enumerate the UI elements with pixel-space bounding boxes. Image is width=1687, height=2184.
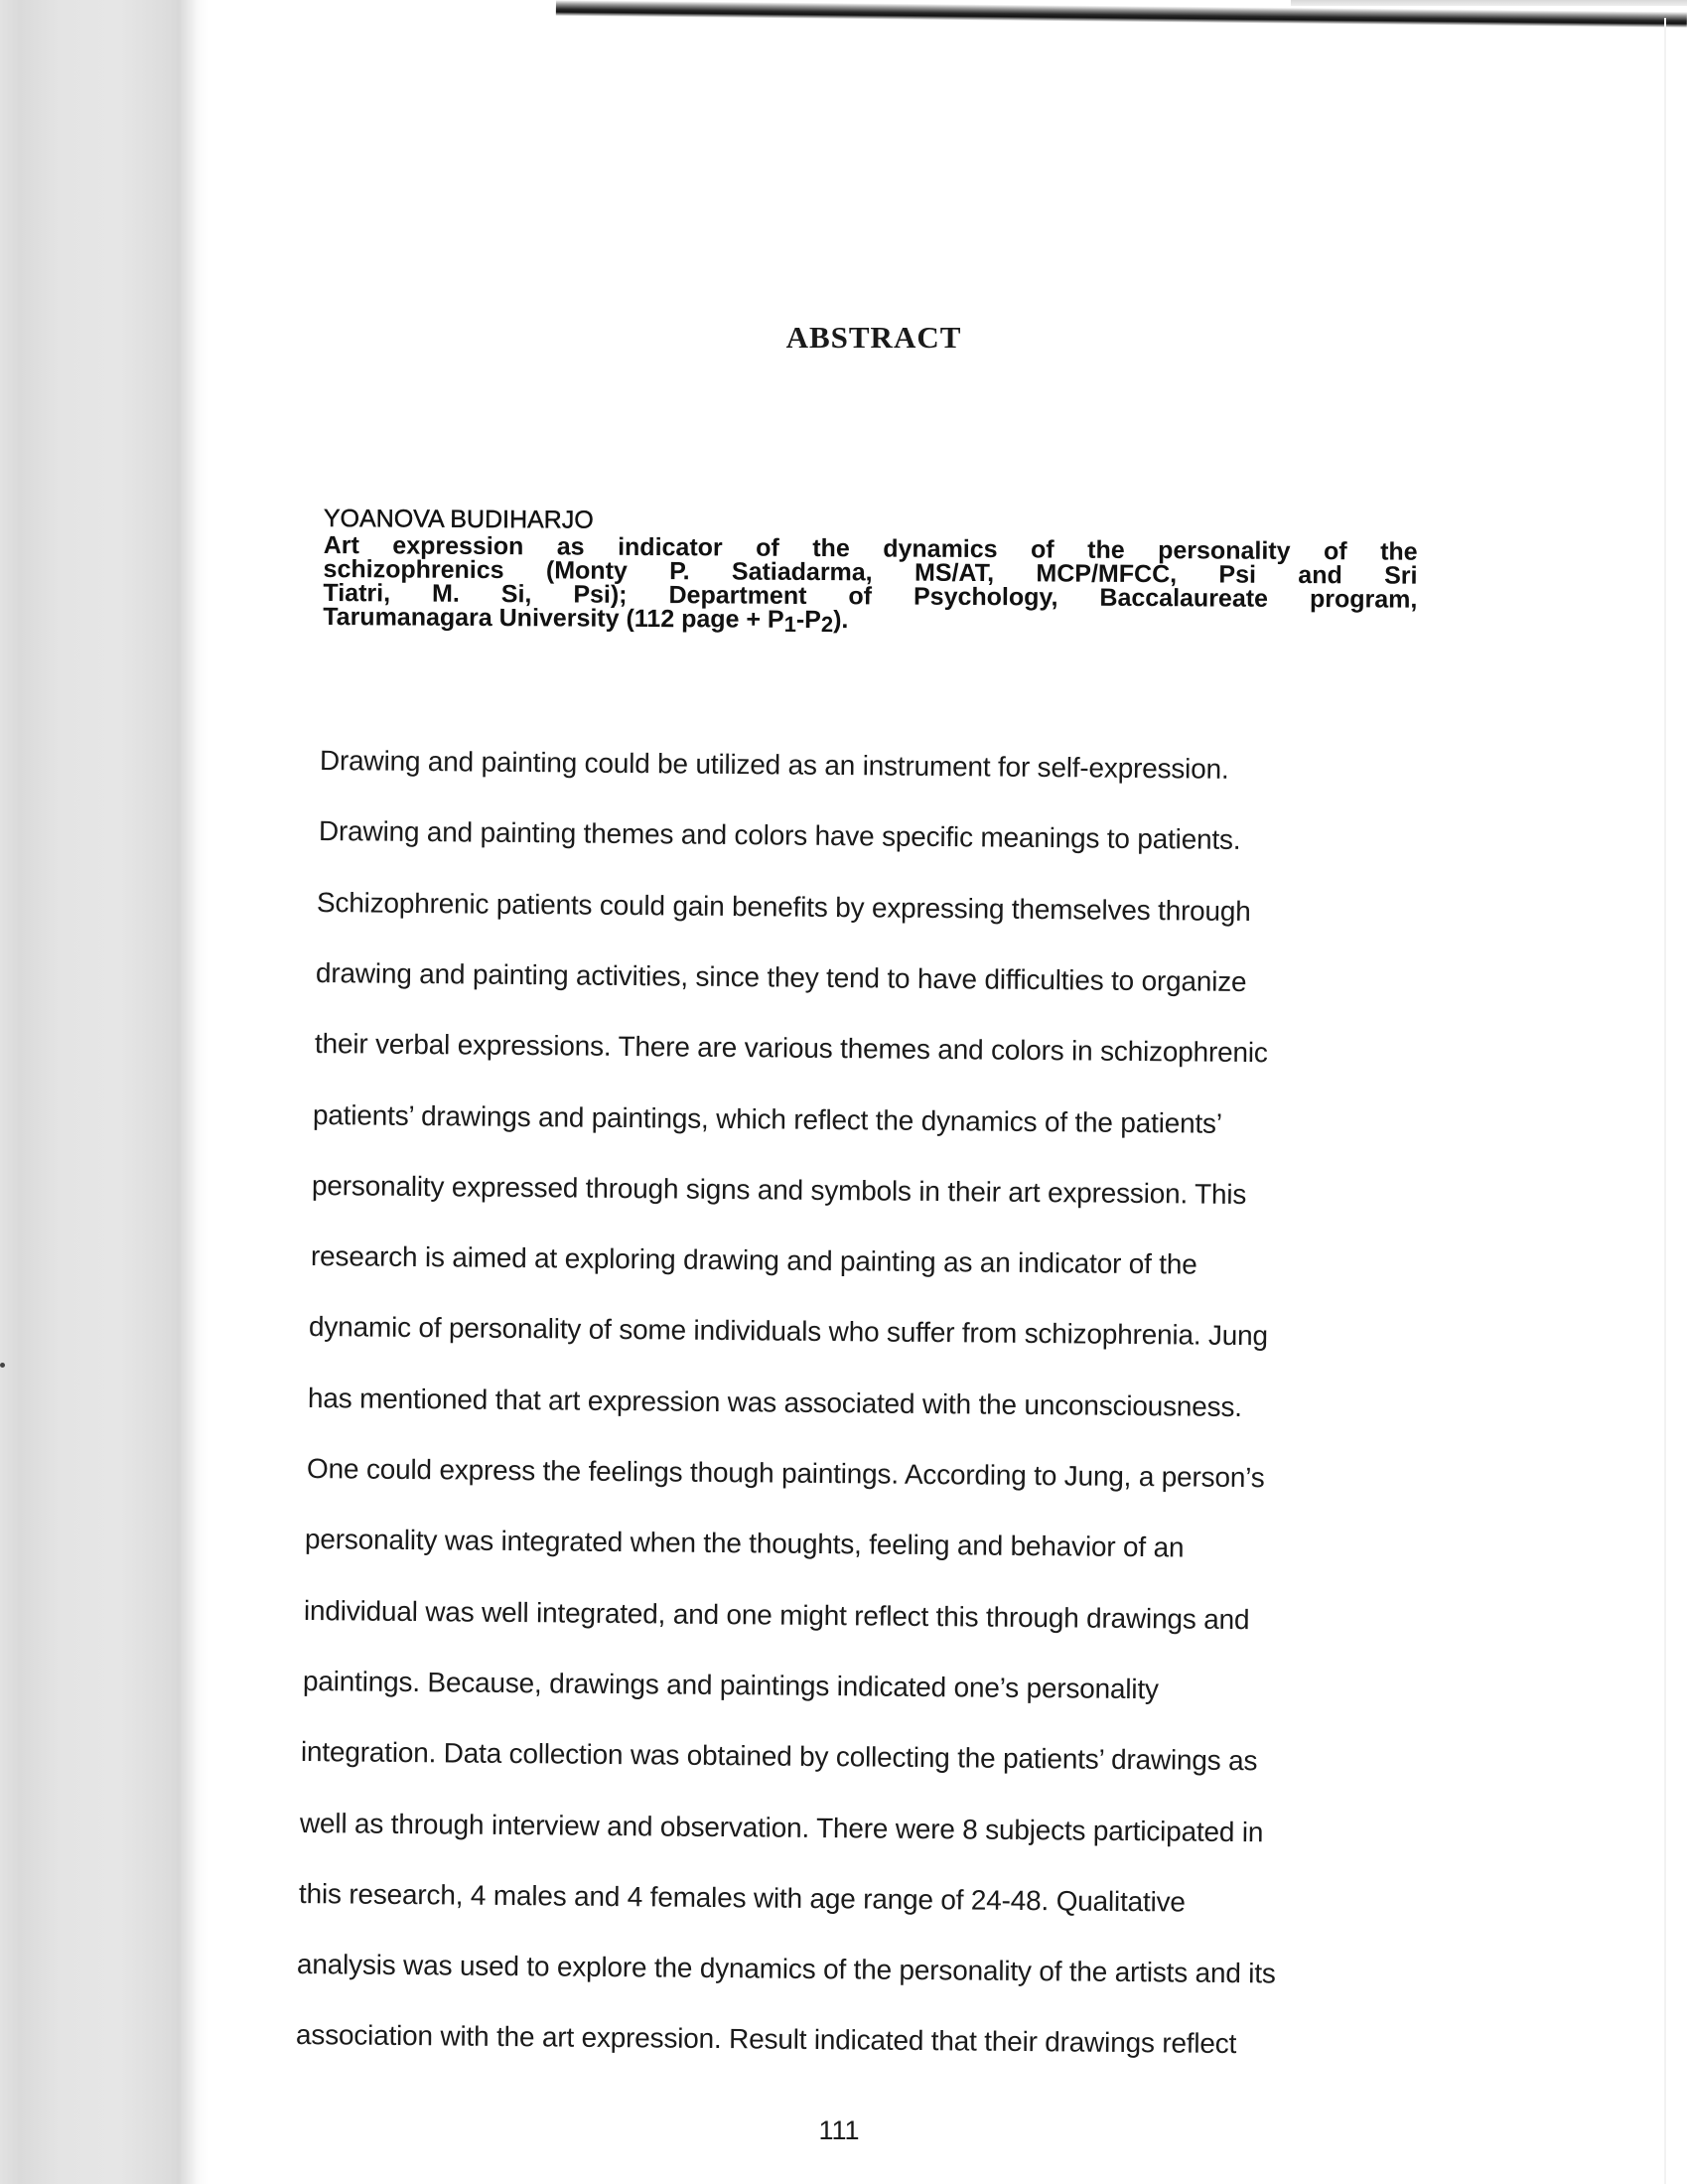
- thesis-word: of: [1323, 537, 1347, 566]
- thesis-word: indicator: [618, 532, 723, 562]
- thesis-word: Baccalaureate: [1099, 583, 1269, 613]
- body-line: dynamic of personality of some individuals who suffer from schizophrenia. Jung: [309, 1311, 1269, 1352]
- thesis-word: Psi: [1218, 560, 1257, 589]
- thesis-word: schizophrenics: [323, 554, 504, 585]
- thesis-word: Psychology,: [913, 582, 1058, 612]
- thesis-word: Department: [668, 581, 807, 610]
- thesis-word: M.: [431, 579, 460, 608]
- thesis-word: of: [1031, 535, 1054, 564]
- thesis-word: personality: [1158, 536, 1291, 565]
- thesis-word: Art: [323, 530, 359, 560]
- thesis-citation-text: -P: [795, 605, 821, 635]
- body-line: Schizophrenic patients could gain benefits by expressing themselves through: [317, 886, 1252, 927]
- body-line: analysis was used to explore the dynamics of the personality of the artists and its: [297, 1949, 1277, 1989]
- body-line: integration. Data collection was obtained by collecting the patients’ drawings as: [301, 1736, 1258, 1777]
- thesis-word: the: [1380, 537, 1418, 566]
- thesis-word: and: [1298, 560, 1342, 590]
- body-line: One could express the feelings though paintings. According to Jung, a person’s: [306, 1453, 1265, 1494]
- thesis-word: Sri: [1384, 561, 1418, 590]
- thesis-word: the: [1087, 535, 1125, 564]
- thesis-word: of: [848, 582, 873, 611]
- author-name: YOANOVA BUDIHARJO: [323, 504, 594, 534]
- subscript: 1: [783, 611, 796, 637]
- subscript: 2: [820, 612, 834, 638]
- body-line: personality expressed through signs and symbols in their art expression. This: [311, 1169, 1247, 1210]
- thesis-word: dynamics: [883, 534, 998, 564]
- page-number: 111: [818, 2115, 860, 2145]
- thesis-word: as: [556, 532, 585, 561]
- body-line: association with the art expression. Result indicated that their drawings reflect: [295, 2019, 1237, 2060]
- body-line: individual was well integrated, and one might reflect this through drawings and: [303, 1594, 1250, 1635]
- body-line: drawing and painting activities, since they tend to have difficulties to organize: [315, 956, 1247, 997]
- thesis-word: Tiatri,: [323, 578, 391, 608]
- thesis-word: P.: [669, 557, 690, 586]
- thesis-word: (Monty: [545, 556, 628, 585]
- body-line: research is aimed at exploring drawing and painting as an indicator of the: [310, 1240, 1197, 1280]
- body-line: well as through interview and observation. There were 8 subjects participated in: [299, 1807, 1264, 1847]
- body-line: has mentioned that art expression was associated with the unconsciousness.: [307, 1382, 1242, 1422]
- thesis-word: program,: [1309, 585, 1418, 614]
- body-line: Drawing and painting could be utilized as an instrument for self-expression.: [319, 745, 1229, 785]
- thesis-word: expression: [392, 531, 524, 561]
- body-line: their verbal expressions. There are various themes and colors in schizophrenic: [314, 1028, 1268, 1069]
- body-line: personality was integrated when the thoughts, feeling and behavior of an: [305, 1524, 1185, 1563]
- thesis-word: Psi);: [573, 580, 628, 609]
- body-line: patients’ drawings and paintings, which reflect the dynamics of the patients’: [313, 1098, 1223, 1139]
- thesis-word: Si,: [500, 580, 532, 609]
- body-line: Drawing and painting themes and colors have specific meanings to patients.: [318, 815, 1241, 856]
- thesis-word: MCP/MFCC,: [1036, 559, 1178, 589]
- thesis-citation-text: ).: [833, 606, 849, 635]
- thesis-word: of: [756, 533, 779, 562]
- thesis-citation-text: Tarumanagara University (112 page + P: [323, 602, 784, 634]
- body-line: paintings. Because, drawings and paintings indicated one’s personality: [302, 1665, 1159, 1705]
- thesis-word: MS/AT,: [914, 558, 995, 588]
- abstract-heading: ABSTRACT: [785, 320, 962, 355]
- body-line: this research, 4 males and 4 females with age range of 24-48. Qualitative: [298, 1877, 1186, 1918]
- thesis-word: the: [812, 534, 850, 563]
- thesis-word: Satiadarma,: [731, 557, 873, 587]
